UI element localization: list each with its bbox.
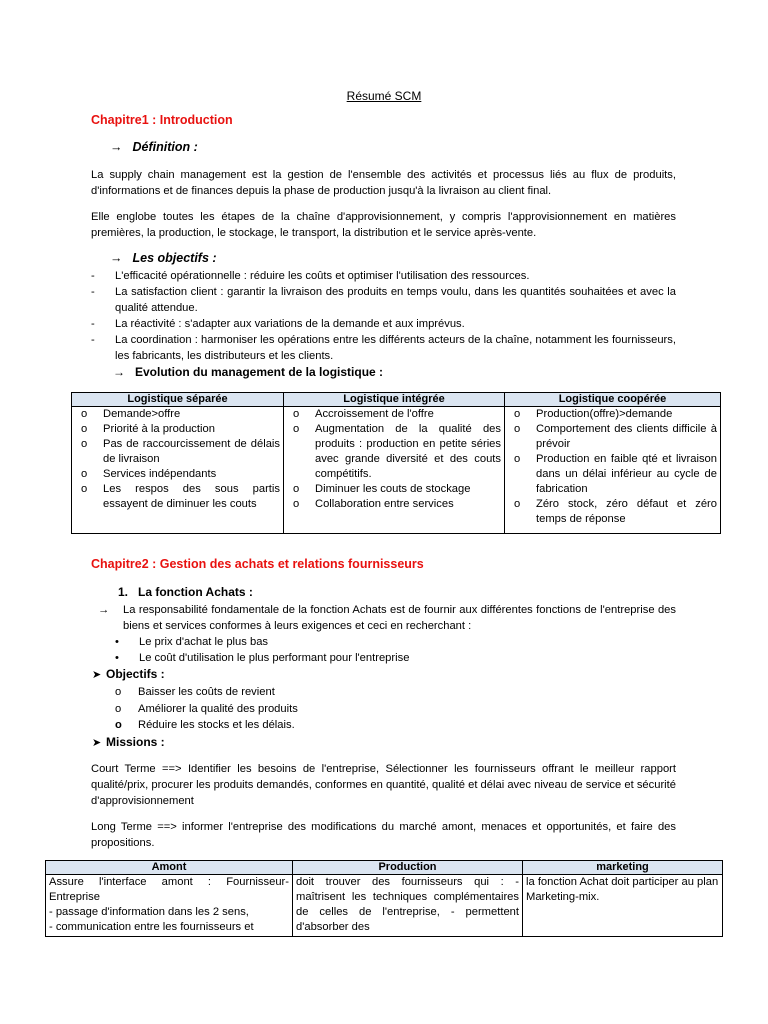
list-item: - La satisfaction client : garantir la livraison des produits en temps voulu, dans les quantités souhaitées et avec la qualité attendue. [91, 286, 676, 314]
list-item: o Diminuer les couts de stockage [293, 483, 471, 495]
objectives-heading-text: Les objectifs : [132, 251, 217, 265]
section-title: La fonction Achats : [138, 585, 253, 599]
table-header-row [72, 393, 721, 407]
section1-intro-text: La responsabilité fondamentale de la fonction Achats est de fournir aux différentes fonctions de l'entreprise des biens et services conformes à leurs exigences et ceci en recherchant : [123, 604, 676, 632]
arrow-icon: → [110, 251, 123, 265]
table-cell: la fonction Achat doit participer au plan Marketing-mix. [523, 875, 723, 937]
table-header: Logistique séparée [72, 393, 284, 407]
objectives2-list [113, 684, 298, 734]
objectives-heading [110, 251, 217, 265]
section1-bullets [113, 634, 409, 666]
table-row [46, 875, 723, 937]
chapter2-heading: Chapitre2 : Gestion des achats et relations fournisseurs [91, 557, 424, 571]
list-item: o Production(offre)>demande [514, 408, 673, 420]
list-item: o Réduire les stocks et les délais. [115, 719, 295, 731]
arrowhead-bullet-icon: ➤ [92, 669, 102, 681]
table-header: marketing [523, 861, 723, 875]
objectives-list [91, 268, 676, 364]
list-item: o Priorité à la production [81, 423, 215, 435]
definition-heading-text: Définition : [132, 140, 198, 154]
arrow-icon: → [113, 365, 125, 379]
evolution-table [71, 392, 721, 534]
list-item: - La réactivité : s'adapter aux variations de la demande et aux imprévus. [91, 318, 465, 330]
table-row [72, 407, 721, 534]
table-header: Logistique coopérée [505, 393, 721, 407]
section-number: 1. [118, 585, 129, 599]
definition-heading [110, 140, 198, 154]
separated-logistics-list [75, 407, 280, 512]
document-title: Résumé SCM [346, 89, 422, 103]
table-header: Logistique intégrée [284, 393, 505, 407]
objectives2-heading-text: Objectifs : [106, 667, 165, 681]
arrow-icon: → [98, 604, 110, 616]
relations-table [45, 860, 723, 937]
list-item: o Améliorer la qualité des produits [115, 702, 298, 715]
list-item: o Comportement des clients difficile à prévoir [514, 423, 717, 450]
missions-heading-text: Missions : [106, 735, 165, 749]
table-header-row [46, 861, 723, 875]
table-header: Production [293, 861, 523, 875]
list-item: o Les respos des sous partis essayent de diminuer les couts [81, 483, 280, 510]
table-cell: doit trouver des fournisseurs qui : - maîtrisent les techniques complémentaires de celles de l'entreprise, - permettent d'absorber des [293, 875, 523, 937]
evolution-heading [113, 365, 383, 379]
evolution-heading-text: Evolution du management de la logistique : [135, 365, 384, 379]
table-header: Amont [46, 861, 293, 875]
list-item: o Production en faible qté et livraison dans un délai inférieur au cycle de fabrication [514, 453, 717, 495]
list-item: - La coordination : harmoniser les opérations entre les différents acteurs de la chaîne, notamment les fournisseurs, les fabricants, les distributeurs et les clients. [91, 334, 676, 362]
list-item: o Baisser les coûts de revient [115, 686, 275, 698]
definition-paragraph-2: Elle englobe toutes les étapes de la chaîne d'approvisionnement, y compris l'approvisionnement en matières premières, la production, le stockage, le transport, la distribution et le service après-vente. [91, 211, 676, 239]
arrowhead-bullet-icon: ➤ [92, 737, 102, 749]
list-item: - L'efficacité opérationnelle : réduire les coûts et optimiser l'utilisation des ressources. [91, 270, 530, 282]
table-cell [72, 407, 284, 534]
list-item: o Zéro stock, zéro défaut et zéro temps de réponse [514, 498, 717, 525]
list-item: o Demande>offre [81, 408, 181, 420]
list-item: o Services indépendants [81, 468, 217, 480]
table-cell: Assure l'interface amont : Fournisseur-Entreprise - passage d'information dans les 2 sens, - communication entre les fournisseurs et [46, 875, 293, 937]
list-item: o Collaboration entre services [293, 498, 454, 510]
table-cell [284, 407, 505, 534]
table-cell [505, 407, 721, 534]
cooperative-logistics-list [508, 407, 717, 527]
definition-paragraph-1: La supply chain management est la gestion de l'ensemble des activités et processus liés au flux de produits, d'informations et de finances depuis la phase de production jusqu'à la livraison au client final. [91, 169, 676, 197]
list-item: • Le coût d'utilisation le plus performant pour l'entreprise [115, 652, 410, 664]
list-item: o Augmentation de la qualité des produits : production en petite séries avec grande diversité et des couts compétitifs. [293, 423, 501, 480]
short-term-paragraph: Court Terme ==> Identifier les besoins de l'entreprise, Sélectionner les fournisseurs offrant le meilleur rapport qualité/prix, procurer les produits demandés, conformes en quantité, qualité et délai avec niveau de service et sécurité d'approvisionnement [91, 763, 676, 807]
list-item: o Accroissement de l'offre [293, 408, 434, 420]
section1-heading [118, 585, 253, 599]
arrow-icon: → [110, 140, 123, 154]
section1-intro [98, 602, 676, 634]
list-item: • Le prix d'achat le plus bas [115, 636, 269, 648]
list-item: o Pas de raccourcissement de délais de livraison [81, 438, 280, 465]
long-term-paragraph: Long Terme ==> informer l'entreprise des modifications du marché amont, menaces et opportunités, et faire des propositions. [91, 821, 676, 849]
missions-heading [92, 735, 165, 749]
objectives2-heading [92, 667, 165, 681]
integrated-logistics-list [287, 407, 501, 512]
chapter1-heading: Chapitre1 : Introduction [91, 113, 233, 127]
